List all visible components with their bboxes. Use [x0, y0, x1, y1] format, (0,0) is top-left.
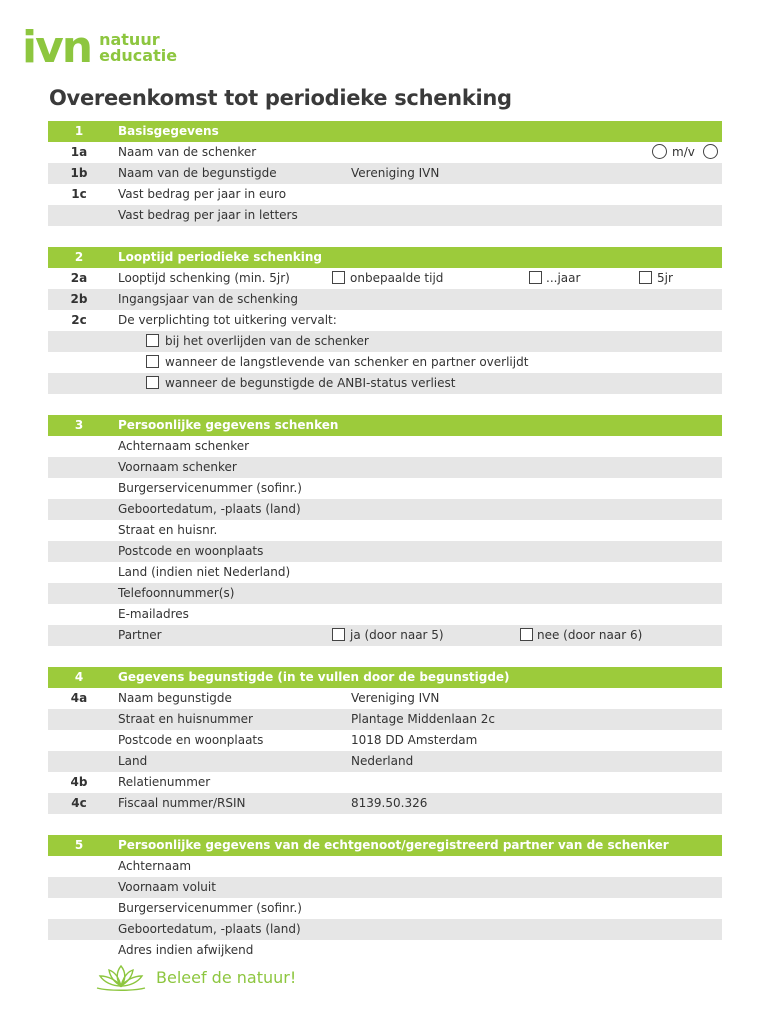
field-label: Fiscaal nummer/RSIN — [118, 796, 246, 810]
field-row[interactable] — [48, 541, 722, 562]
field-row[interactable] — [48, 457, 722, 478]
spacer — [48, 814, 722, 835]
section-title: Persoonlijke gegevens van de echtgenoot/geregistreerd partner van de schenker — [118, 838, 669, 852]
end-option-3 — [48, 373, 722, 394]
gender-label: m/v — [672, 145, 695, 159]
row-number: 2c — [71, 313, 87, 327]
field-label: Land — [118, 754, 148, 768]
option-checkbox[interactable] — [146, 376, 159, 389]
field-value: 1018 DD Amsterdam — [351, 733, 478, 747]
field-row[interactable] — [48, 436, 722, 457]
row-number: 4a — [70, 691, 88, 705]
field-row[interactable] — [48, 499, 722, 520]
row-number: 2b — [70, 292, 88, 306]
field-value: Nederland — [351, 754, 414, 768]
option-label: wanneer de langstlevende van schenker en partner overlijdt — [165, 355, 529, 369]
row-4b[interactable] — [48, 772, 722, 793]
slogan: Beleef de natuur! — [156, 967, 297, 987]
field-label: Telefoonnummer(s) — [118, 586, 235, 600]
field-label: Geboortedatum, -plaats (land) — [118, 922, 301, 936]
postcode-row — [48, 730, 722, 751]
section-3-header — [48, 415, 722, 436]
option-label: onbepaalde tijd — [350, 271, 444, 285]
field-label: Naam van de begunstigde — [118, 166, 277, 180]
street-row — [48, 709, 722, 730]
field-value: 8139.50.326 — [351, 796, 428, 810]
field-row[interactable] — [48, 877, 722, 898]
field-row[interactable] — [48, 940, 722, 961]
option-label: nee (door naar 6) — [537, 628, 643, 642]
country-row — [48, 751, 722, 772]
field-row[interactable] — [48, 562, 722, 583]
partner-no-checkbox[interactable] — [520, 628, 533, 641]
section-1-header — [48, 121, 722, 142]
option-label: ...jaar — [546, 271, 581, 285]
section-number: 4 — [74, 670, 84, 684]
row-number: 1b — [70, 166, 88, 180]
field-row[interactable] — [48, 604, 722, 625]
ivn-logo — [22, 22, 178, 73]
field-label: Partner — [118, 628, 162, 642]
five-years-checkbox[interactable] — [639, 271, 652, 284]
document-title: Overeenkomst tot periodieke schenking — [49, 86, 512, 110]
row-number: 2a — [70, 271, 88, 285]
row-1b[interactable] — [48, 163, 722, 184]
option-label: 5jr — [657, 271, 673, 285]
section-title: Persoonlijke gegevens schenken — [118, 418, 339, 432]
field-label: Voornaam schenker — [118, 460, 237, 474]
option-checkbox[interactable] — [146, 355, 159, 368]
section-number: 2 — [74, 250, 84, 264]
section-5-header — [48, 835, 722, 856]
field-row[interactable] — [48, 583, 722, 604]
partner-row — [48, 625, 722, 646]
end-option-2 — [48, 352, 722, 373]
field-label: Vast bedrag per jaar in euro — [118, 187, 287, 201]
row-1a[interactable] — [48, 142, 722, 163]
section-title: Looptijd periodieke schenking — [118, 250, 322, 264]
gender-v-radio[interactable] — [703, 144, 718, 159]
field-label: Straat en huisnr. — [118, 523, 218, 537]
logo-wordmark — [99, 32, 177, 64]
field-row[interactable] — [48, 478, 722, 499]
field-value: Vereniging IVN — [351, 691, 440, 705]
section-number: 5 — [74, 838, 84, 852]
field-label: Land (indien niet Nederland) — [118, 565, 291, 579]
row-4c — [48, 793, 722, 814]
row-2c — [48, 310, 722, 331]
field-row[interactable] — [48, 520, 722, 541]
field-label: Naam begunstigde — [118, 691, 232, 705]
section-title: Basisgegevens — [118, 124, 219, 138]
row-1c[interactable] — [48, 184, 722, 205]
field-label: Burgerservicenummer (sofinr.) — [118, 481, 302, 495]
row-number: 1a — [70, 145, 88, 159]
field-label: Ingangsjaar van de schenking — [118, 292, 299, 306]
section-4-header — [48, 667, 722, 688]
spacer — [48, 394, 722, 415]
section-number: 1 — [74, 124, 84, 138]
logo-line-1: natuur — [99, 30, 160, 49]
field-label: Geboortedatum, -plaats (land) — [118, 502, 301, 516]
row-4a — [48, 688, 722, 709]
field-value: Plantage Middenlaan 2c — [351, 712, 496, 726]
field-label: Postcode en woonplaats — [118, 544, 264, 558]
option-label: bij het overlijden van de schenker — [165, 334, 369, 348]
row-2a — [48, 268, 722, 289]
field-label: Relatienummer — [118, 775, 211, 789]
gender-m-radio[interactable] — [652, 144, 667, 159]
field-label: De verplichting tot uitkering vervalt: — [118, 313, 337, 327]
field-label: Postcode en woonplaats — [118, 733, 264, 747]
indefinite-checkbox[interactable] — [332, 271, 345, 284]
field-label: Burgerservicenummer (sofinr.) — [118, 901, 302, 915]
section-2-header — [48, 247, 722, 268]
field-label: Adres indien afwijkend — [118, 943, 254, 957]
spacer — [48, 646, 722, 667]
section-title: Gegevens begunstigde (in te vullen door de begunstigde) — [118, 670, 510, 684]
field-label: E-mailadres — [118, 607, 189, 621]
partner-yes-checkbox[interactable] — [332, 628, 345, 641]
years-checkbox[interactable] — [529, 271, 542, 284]
field-label: Achternaam — [118, 859, 192, 873]
spacer — [48, 226, 722, 247]
field-label: Straat en huisnummer — [118, 712, 253, 726]
section-number: 3 — [74, 418, 84, 432]
field-label: Achternaam schenker — [118, 439, 250, 453]
logo-line-2: educatie — [99, 46, 178, 65]
option-label: wanneer de begunstigde de ANBI-status verliest — [165, 376, 456, 390]
end-option-1 — [48, 331, 722, 352]
row-number: 1c — [71, 187, 87, 201]
row-number: 4b — [70, 775, 88, 789]
option-label: ja (door naar 5) — [350, 628, 444, 642]
lotus-icon — [94, 962, 148, 992]
field-value: Vereniging IVN — [351, 166, 440, 180]
row-1d[interactable] — [48, 205, 722, 226]
field-label: Voornaam voluit — [118, 880, 216, 894]
field-label: Vast bedrag per jaar in letters — [118, 208, 298, 222]
field-label: Looptijd schenking (min. 5jr) — [118, 271, 290, 285]
footer — [94, 962, 296, 992]
row-2b[interactable] — [48, 289, 722, 310]
field-row[interactable] — [48, 856, 722, 877]
field-row[interactable] — [48, 898, 722, 919]
field-row[interactable] — [48, 919, 722, 940]
donation-form — [48, 121, 722, 961]
option-checkbox[interactable] — [146, 334, 159, 347]
row-number: 4c — [71, 796, 87, 810]
logo-mark: ivn — [22, 22, 92, 73]
field-label: Naam van de schenker — [118, 145, 257, 159]
